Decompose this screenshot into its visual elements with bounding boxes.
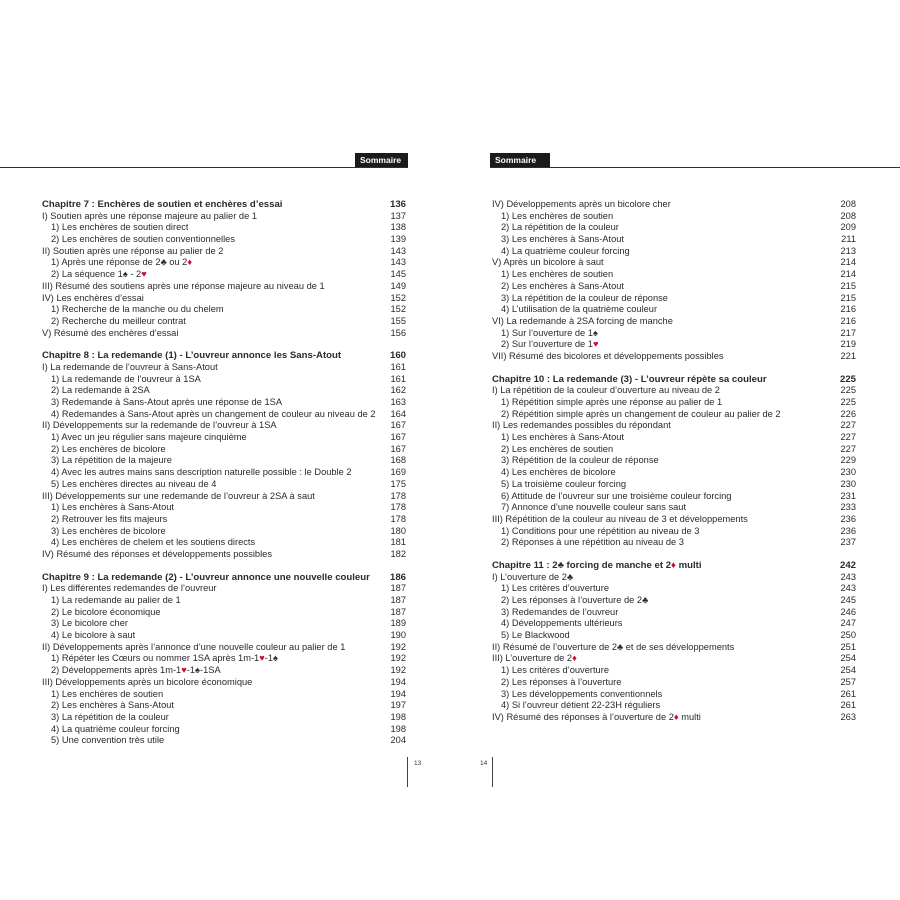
toc-entry [492,630,856,642]
toc-entry [492,455,856,467]
toc-entry-title: 2) Recherche du meilleur contrat [51,315,186,326]
toc-entry [42,549,406,561]
toc-entry-title: Chapitre 7 : Enchères de soutien et enchères d’essai [42,199,283,210]
toc-entry-title: V) Résumé des enchères d’essai [42,327,179,338]
toc-entry-page: 168 [390,455,406,466]
toc-entry [492,257,856,269]
toc-entry [42,537,406,549]
toc-entry-page: 209 [840,222,856,233]
toc-entry-title: 1) La redemande au palier de 1 [51,595,181,605]
toc-entry-title: 1) Les enchères à Sans-Atout [501,432,624,443]
diamond-suit-icon: ♦ [673,711,679,722]
toc-entry-title: 6) Attitude de l’ouvreur sur une troisième couleur forcing [501,490,732,501]
toc-entry-title: 1) Avec un jeu régulier sans majeure cinquième [51,432,247,443]
toc-entry-page: 192 [390,653,406,664]
toc-chapter-heading [42,572,406,584]
toc-entry-page: 227 [840,443,856,454]
toc-entry [492,385,856,397]
toc-entry-page: 229 [840,455,856,466]
toc-entry [492,712,856,724]
toc-entry [492,269,856,281]
toc-entry-page: 187 [390,606,406,617]
toc-entry [492,351,856,363]
toc-entry-page: 245 [840,595,856,605]
toc-entry-title: 1) Recherche de la manche ou du chelem [51,304,224,315]
toc-entry-page: 155 [390,315,406,326]
toc-entry [492,595,856,607]
diamond-suit-icon: ♦ [187,257,193,268]
toc-entry-page: 216 [840,315,856,326]
toc-entry-page: 230 [840,467,856,478]
toc-entry [42,595,406,607]
toc-entry-page: 178 [390,502,406,513]
toc-entry-title: 1) Répétition simple après une réponse au palier de 1 [501,397,723,407]
section-tab-right: Sommaire [490,153,550,167]
toc-entry-page: 263 [840,711,856,722]
toc-entry-title: 2) La séquence 1♠ - 2♥ [51,269,147,280]
toc-entry-page: 261 [840,700,856,711]
toc-entry-title: 3) Le bicolore cher [51,618,128,629]
toc-entry [42,630,406,642]
toc-entry-title: 3) Redemandes de l’ouvreur [501,606,619,617]
toc-entry-page: 215 [840,292,856,303]
toc-entry [42,432,406,444]
toc-entry [42,222,406,234]
toc-entry [42,293,406,305]
toc-entry-page: 225 [839,373,856,385]
toc-entry [492,618,856,630]
toc-entry-page: 197 [390,700,406,711]
toc-entry [42,677,406,689]
toc-entry-title: IV) Résumé des réponses et développements possibles [42,548,272,559]
toc-entry-title: 3) Répétition de la couleur de réponse [501,455,659,466]
toc-entry-title: III) Développements après un bicolore économique [42,676,253,687]
toc-entry [492,467,856,479]
toc-entry [42,665,406,677]
toc-entry [492,304,856,316]
toc-entry-title: Chapitre 8 : La redemande (1) - L’ouvreur annonce les Sans-Atout [42,350,342,362]
toc-entry [42,246,406,258]
toc-entry-page: 178 [390,490,406,501]
toc-entry-title: 4) Le bicolore à saut [51,630,136,641]
toc-entry [42,409,406,421]
toc-entry-page: 143 [390,245,406,256]
toc-entry-title: II) Résumé de l’ouverture de 2♣ et de ses développements [492,641,735,652]
toc-entry-title: 1) La redemande de l’ouvreur à 1SA [51,373,201,384]
toc-entry [42,257,406,269]
toc-entry-title: 2) Développements après 1m-1♥-1♠-1SA [51,665,221,676]
toc-entry-title: 3) La répétition de la couleur de réponse [501,292,668,303]
toc-entry [492,642,856,654]
toc-entry [42,467,406,479]
toc-entry-page: 186 [389,571,406,583]
toc-entry-title: 1) Les enchères de soutien direct [51,222,189,233]
toc-entry-page: 180 [390,525,406,536]
toc-entry-title: Chapitre 11 : 2♣ forcing de manche et 2♦ multi [492,559,702,571]
toc-entry-title: Chapitre 10 : La redemande (3) - L’ouvreur répète sa couleur [492,373,767,385]
toc-entry [42,211,406,223]
toc-entry [42,583,406,595]
toc-entry-page: 242 [839,559,856,571]
toc-entry [492,700,856,712]
toc-entry [42,234,406,246]
toc-entry-page: 156 [390,327,406,338]
toc-entry [42,618,406,630]
toc-entry-page: 251 [840,641,856,652]
toc-entry-page: 217 [840,327,856,338]
toc-entry-page: 198 [390,711,406,722]
page-number-right: 14 [480,760,488,767]
toc-chapter-heading [42,199,406,211]
toc-entry [492,526,856,538]
toc-entry-page: 231 [840,490,856,501]
folio-line-left [407,757,408,787]
toc-entry-page: 225 [840,385,856,396]
toc-entry-page: 162 [390,385,406,396]
toc-entry-page: 169 [390,467,406,478]
toc-entry [42,502,406,514]
toc-entry-title: 1) Après une réponse de 2♣ ou 2♦ [51,257,193,268]
toc-entry-page: 138 [390,222,406,233]
toc-entry [42,653,406,665]
toc-entry [42,362,406,374]
toc-entry-title: 2) Les enchères de bicolore [51,443,166,454]
toc-entry-title: 4) Redemandes à Sans-Atout après un changement de couleur au niveau de 2 [51,408,376,419]
toc-entry [492,479,856,491]
toc-entry-page: 211 [841,234,856,245]
toc-entry-page: 161 [390,373,406,384]
page-number-left: 13 [414,760,422,767]
toc-entry [492,583,856,595]
toc-entry-page: 152 [390,304,406,315]
toc-entry [492,420,856,432]
toc-entry-title: 2) Les réponses à l’ouverture de 2♣ [501,595,649,605]
toc-entry-title: Chapitre 9 : La redemande (2) - L’ouvreur annonce une nouvelle couleur [42,571,370,583]
toc-entry [492,514,856,526]
toc-entry [42,281,406,293]
toc-entry-title: II) Développements sur la redemande de l’ouvreur à 1SA [42,420,277,431]
toc-entry [42,397,406,409]
toc-entry-page: 182 [390,548,406,559]
toc-entry [42,374,406,386]
toc-entry-page: 167 [390,432,406,443]
toc-entry [492,328,856,340]
toc-entry [42,700,406,712]
toc-entry-page: 189 [390,618,406,629]
toc-entry-title: 1) Les critères d’ouverture [501,665,609,676]
toc-entry [42,724,406,736]
toc-entry [492,491,856,503]
toc-entry [42,712,406,724]
toc-entry [42,735,406,747]
toc-entry-title: 2) Les enchères à Sans-Atout [501,280,624,291]
toc-entry-title: 5) Les enchères directes au niveau de 4 [51,478,217,489]
toc-entry-page: 194 [390,676,406,687]
toc-entry-title: IV) Les enchères d’essai [42,292,144,303]
header-rule-left [0,167,408,168]
toc-entry-title: 5) La troisième couleur forcing [501,478,627,489]
toc-entry-title: 1) Les critères d’ouverture [501,583,609,594]
toc-entry-page: 236 [840,525,856,536]
toc-entry-title: 2) Sur l’ouverture de 1♥ [501,339,599,350]
toc-entry-page: 208 [840,199,856,209]
toc-entry-title: 2) La répétition de la couleur [501,222,619,233]
toc-entry-page: 143 [390,257,406,268]
toc-entry-page: 149 [390,280,406,291]
toc-right-page [492,199,856,724]
toc-entry [492,397,856,409]
toc-entry-page: 250 [840,630,856,641]
toc-entry [492,316,856,328]
toc-entry-title: 4) L’utilisation de la quatrième couleur [501,304,658,315]
toc-entry-title: 3) Les enchères à Sans-Atout [501,234,624,245]
toc-entry-page: 192 [390,665,406,676]
toc-entry-page: 204 [390,735,406,746]
toc-entry-page: 254 [840,665,856,676]
heart-suit-icon: ♥ [181,665,187,676]
toc-entry-title: 2) Les réponses à l’ouverture [501,676,622,687]
toc-entry-page: 215 [840,280,856,291]
toc-entry-page: 164 [390,408,406,419]
toc-entry-title: IV) Résumé des réponses à l’ouverture de 2♦ multi [492,711,701,722]
toc-entry-title: III) Développements sur une redemande de l’ouvreur à 2SA à saut [42,490,315,501]
toc-entry [42,316,406,328]
toc-entry-title: 2) Le bicolore économique [51,606,161,617]
toc-entry-page: 145 [390,269,406,280]
toc-entry-title: 2) Réponses à une répétition au niveau de 3 [501,537,684,548]
toc-entry-page: 261 [840,688,856,699]
toc-entry-title: 2) Les enchères de soutien [501,443,614,454]
toc-entry-title: II) Soutien après une réponse au palier de 2 [42,245,224,256]
toc-entry-title: 4) Les enchères de chelem et les soutiens directs [51,537,256,548]
toc-entry-page: 187 [390,583,406,594]
toc-entry-title: 5) Le Blackwood [501,630,570,641]
toc-entry-page: 139 [390,234,406,245]
toc-entry [42,420,406,432]
toc-entry-title: III) Répétition de la couleur au niveau de 3 et développements [492,513,748,524]
toc-entry-title: 3) Les développements conventionnels [501,688,663,699]
toc-entry-title: 1) Conditions pour une répétition au niveau de 3 [501,525,700,536]
toc-entry-title: II) Développements après l’annonce d’une nouvelle couleur au palier de 1 [42,641,346,652]
toc-entry-title: 1) Les enchères à Sans-Atout [51,502,174,513]
toc-entry [492,222,856,234]
toc-entry-page: 254 [840,653,856,664]
diamond-suit-icon: ♦ [572,653,577,664]
toc-entry [492,281,856,293]
toc-entry [492,607,856,619]
toc-entry [42,328,406,340]
toc-entry-title: I) Les différentes redemandes de l’ouvreur [42,583,217,594]
toc-entry-page: 198 [390,723,406,734]
toc-entry-title: VII) Résumé des bicolores et développements possibles [492,350,724,361]
toc-chapter-heading [492,374,856,386]
toc-entry-title: 1) Répéter les Cœurs ou nommer 1SA après 1m-1♥-1♠ [51,653,278,664]
heart-suit-icon: ♥ [592,339,599,350]
toc-entry-title: V) Après un bicolore à saut [492,257,604,268]
toc-entry [492,432,856,444]
toc-entry [492,444,856,456]
toc-entry-page: 194 [390,688,406,699]
toc-entry-title: I) La répétition de la couleur d’ouverture au niveau de 2 [492,385,720,396]
toc-entry-page: 233 [840,502,856,513]
toc-entry-page: 214 [840,257,856,268]
toc-entry-title: 1) Les enchères de soutien [501,210,614,221]
toc-entry [42,491,406,503]
toc-entry [492,234,856,246]
toc-entry-page: 163 [390,397,406,407]
toc-entry-page: 152 [390,292,406,303]
toc-entry-page: 227 [840,432,856,443]
toc-entry-page: 167 [390,443,406,454]
toc-entry-title: 1) Les enchères de soutien [51,688,164,699]
toc-entry [492,502,856,514]
toc-entry [42,444,406,456]
toc-entry-title: 4) Avec les autres mains sans description naturelle possible : le Double 2 [51,467,352,478]
toc-entry-page: 236 [840,513,856,524]
toc-entry-page: 227 [840,420,856,431]
toc-entry-page: 160 [389,350,406,362]
toc-entry-page: 257 [840,676,856,687]
toc-entry-page: 219 [840,339,856,350]
toc-entry [42,689,406,701]
toc-entry-title: 5) Une convention très utile [51,735,165,746]
toc-entry-title: 3) Redemande à Sans-Atout après une réponse de 1SA [51,397,283,407]
toc-entry-page: 225 [840,397,856,407]
toc-entry-page: 213 [840,245,856,256]
toc-entry-page: 230 [840,478,856,489]
toc-entry-title: 3) La répétition de la majeure [51,455,172,466]
toc-entry-page: 243 [840,583,856,594]
toc-entry-title: 2) Les enchères à Sans-Atout [51,700,174,711]
toc-entry-page: 221 [840,350,856,361]
toc-entry-title: 3) La répétition de la couleur [51,711,169,722]
toc-entry [42,385,406,397]
toc-entry-page: 208 [840,210,856,221]
heart-suit-icon: ♥ [141,269,147,280]
toc-entry [492,339,856,351]
toc-entry-title: III) L’ouverture de 2♦ [492,653,577,664]
toc-entry-page: 187 [390,595,406,605]
toc-left-page [42,199,406,747]
toc-entry [42,304,406,316]
toc-entry [492,665,856,677]
toc-entry-page: 216 [840,304,856,315]
toc-entry-page: 175 [390,478,406,489]
toc-entry-page: 214 [840,269,856,280]
toc-entry-page: 226 [840,408,856,419]
diamond-suit-icon: ♦ [671,559,676,571]
toc-entry-title: 2) Répétition simple après un changement de couleur au palier de 2 [501,408,781,419]
toc-entry-page: 243 [840,571,856,582]
section-tab-left: Sommaire [355,153,408,167]
toc-entry-title: 2) La redemande à 2SA [51,385,150,396]
toc-entry-page: 237 [840,537,856,548]
toc-entry [42,269,406,281]
toc-entry-title: 4) Les enchères de bicolore [501,467,616,478]
toc-entry-title: 4) La quatrième couleur forcing [501,245,630,256]
toc-entry [42,479,406,491]
toc-entry-title: 2) Les enchères de soutien conventionnelles [51,234,235,245]
toc-entry [42,642,406,654]
toc-entry [492,677,856,689]
toc-entry [42,526,406,538]
toc-entry [42,514,406,526]
toc-entry-page: 247 [840,618,856,629]
toc-entry [492,293,856,305]
toc-entry-title: 3) Les enchères de bicolore [51,525,166,536]
toc-entry-page: 190 [390,630,406,641]
toc-entry-title: 1) Sur l’ouverture de 1♠ [501,327,598,338]
toc-entry-page: 136 [389,199,406,210]
toc-entry-page: 192 [390,641,406,652]
heart-suit-icon: ♥ [259,653,265,664]
toc-entry-page: 178 [390,513,406,524]
toc-entry [492,689,856,701]
toc-entry-title: I) Soutien après une réponse majeure au palier de 1 [42,210,257,221]
toc-entry [492,199,856,211]
toc-entry [492,409,856,421]
toc-entry [492,572,856,584]
toc-entry [42,607,406,619]
toc-entry-title: 4) La quatrième couleur forcing [51,723,180,734]
toc-entry-title: VI) La redemande à 2SA forcing de manche [492,315,673,326]
toc-entry-title: 2) Retrouver les fits majeurs [51,513,168,524]
toc-entry-title: 4) Développements ultérieurs [501,618,623,629]
toc-entry-page: 137 [390,210,406,221]
toc-entry-title: I) L’ouverture de 2♣ [492,571,574,582]
toc-entry-title: IV) Développements après un bicolore cher [492,199,671,209]
toc-entry [492,537,856,549]
header-rule-right [490,167,900,168]
toc-entry-title: II) Les redemandes possibles du répondant [492,420,671,431]
toc-entry-title: 7) Annonce d’une nouvelle couleur sans saut [501,502,687,513]
toc-entry-page: 246 [840,606,856,617]
toc-entry-title: III) Résumé des soutiens après une réponse majeure au niveau de 1 [42,280,325,291]
toc-entry-title: 4) Si l’ouvreur détient 22-23H réguliers [501,700,661,711]
toc-entry [42,455,406,467]
toc-entry-page: 167 [390,420,406,431]
toc-entry-title: I) La redemande de l’ouvreur à Sans-Atout [42,361,218,372]
folio-line-right [492,757,493,787]
toc-entry [492,246,856,258]
toc-entry [492,653,856,665]
toc-entry-title: 1) Les enchères de soutien [501,269,614,280]
toc-chapter-heading [42,350,406,362]
toc-entry-page: 181 [390,537,406,548]
toc-entry-page: 161 [390,361,406,372]
toc-entry [492,211,856,223]
toc-chapter-heading [492,560,856,572]
